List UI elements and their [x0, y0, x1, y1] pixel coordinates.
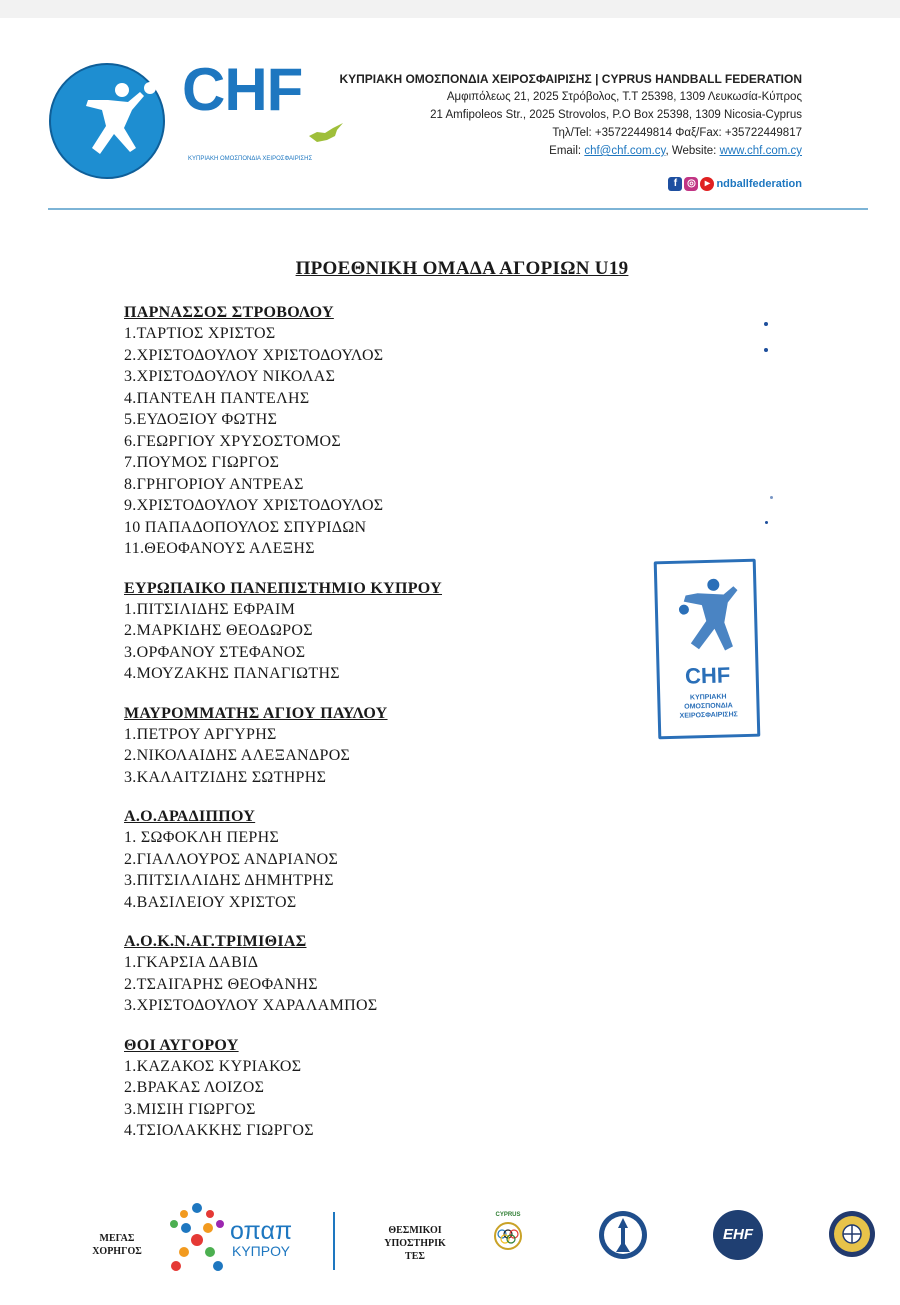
player-item: 1.ΚΑΖΑΚΟΣ ΚΥΡΙΑΚΟΣ	[124, 1057, 302, 1075]
player-item: 6.ΓΕΩΡΓΙΟΥ ΧΡΥΣΟΣΤΟΜΟΣ	[124, 432, 342, 450]
opap-brand	[230, 1218, 292, 1258]
sport-organization-emblem-icon	[598, 1210, 648, 1260]
player-item: 3.ΠΙΤΣΙΛΛΙΔΗΣ ΔΗΜΗΤΡΗΣ	[124, 872, 334, 889]
main-sponsor-label	[82, 1232, 152, 1258]
scan-mark	[770, 496, 773, 499]
supporters-label-3: ΤΕΣ	[405, 1251, 425, 1262]
opap-logo-icon	[166, 1202, 228, 1274]
player-item: 2.ΓΙΑΛΛΟΥΡΟΣ ΑΝΔΡΙΑΝΟΣ	[124, 850, 339, 868]
player-item: 5.ΕΥΔΟΞΙΟΥ ΦΩΤΗΣ	[124, 411, 278, 428]
team-name: ΘΟΙ ΑΥΓΟΡΟΥ	[124, 1036, 239, 1054]
ehf-logo	[713, 1210, 763, 1260]
player-item: 2.ΒΡΑΚΑΣ ΛΟΙΖΟΣ	[124, 1079, 265, 1096]
main-sponsor-label-2: ΧΟΡΗΓΟΣ	[92, 1246, 142, 1257]
cyprus-olympic-logo	[488, 1212, 528, 1258]
player-item: 1.ΠΙΤΣΙΛΙΔΗΣ ΕΦΡΑΙΜ	[124, 600, 296, 618]
stamp-subtitle	[660, 692, 757, 722]
player-item: 2.ΝΙΚΟΛΑΙΔΗΣ ΑΛΕΞΑΝΔΡΟΣ	[124, 747, 351, 764]
email-label: Email:	[549, 145, 582, 157]
team-name: Α.Ο.Κ.Ν.ΑΓ.ΤΡΙΜΙΘΙΑΣ	[124, 933, 307, 950]
player-item: 1.ΤΑΡΤΙΟΣ ΧΡΙΣΤΟΣ	[124, 325, 276, 342]
instagram-icon[interactable]: ◎	[684, 177, 698, 191]
player-item: 2.ΜΑΡΚΙΔΗΣ ΘΕΟΔΩΡΟΣ	[124, 622, 313, 639]
player-item: 8.ΓΡΗΓΟΡΙΟΥ ΑΝΤΡΕΑΣ	[124, 475, 304, 493]
scan-mark	[765, 521, 768, 524]
teams-list	[124, 303, 644, 1161]
chf-brand-subtitle: ΚΥΠΡΙΑΚΗ ΟΜΟΣΠΟΝΔΙΑ ΧΕΙΡΟΣΦΑΙΡΙΣΗΣ	[188, 156, 313, 162]
player-item: 7.ΠΟΥΜΟΣ ΓΙΩΡΓΟΣ	[124, 454, 280, 471]
website-link[interactable]: www.chf.com.cy	[719, 145, 802, 157]
stamp-line-1: ΚΥΠΡΙΑΚΗ	[689, 693, 727, 702]
player-item: 4.ΜΟΥΖΑΚΗΣ ΠΑΝΑΓΙΩΤΗΣ	[124, 665, 340, 682]
ehf-label: EHF	[723, 1226, 753, 1243]
player-item: 3.ΧΡΙΣΤΟΔΟΥΛΟΥ ΧΑΡΑΛΑΜΠΟΣ	[124, 997, 378, 1014]
team-name: ΕΥΡΩΠΑΙΚΟ ΠΑΝΕΠΙΣΤΗΜΙΟ ΚΥΠΡΟΥ	[124, 579, 442, 597]
player-item: 3.ΧΡΙΣΤΟΔΟΥΛΟΥ ΝΙΚΟΛΑΣ	[124, 368, 336, 385]
team-name: ΠΑΡΝΑΣΣΟΣ ΣΤΡΟΒΟΛΟΥ	[124, 304, 334, 321]
scan-mark	[764, 322, 768, 326]
stamp-brand: CHF	[684, 662, 731, 689]
federation-name: ΚΥΠΡΙΑΚΗ ΟΜΟΣΠΟΝΔΙΑ ΧΕΙΡΟΣΦΑΙΡΙΣΗΣ | CYPRUS HANDBALL FEDERATION	[339, 72, 802, 86]
address-english: 21 Amfipoleos Str., 2025 Strovolos, P.O Box 25398, 1309 Nicosia-Cyprus	[430, 109, 802, 121]
stamp-line-2: ΟΜΟΣΠΟΝΔΙΑ	[684, 702, 733, 711]
player-item: 4.ΠΑΝΤΕΛΗ ΠΑΝΤΕΛΗΣ	[124, 389, 310, 407]
federation-stamp	[654, 559, 761, 740]
federation-contact	[282, 70, 802, 160]
supporters-label-1: ΘΕΣΜΙΚΟΙ	[388, 1225, 442, 1236]
player-item: 9.ΧΡΙΣΤΟΔΟΥΛΟΥ ΧΡΙΣΤΟΔΟΥΛΟΣ	[124, 497, 384, 514]
team-section	[124, 932, 644, 1017]
player-item: 3.ΜΙΣΙΗ ΓΙΩΡΓΟΣ	[124, 1100, 256, 1118]
player-item: 10 ΠΑΠΑΔΟΠΟΥΛΟΣ ΣΠΥΡΙΔΩΝ	[124, 518, 367, 536]
player-item: 1. ΣΩΦΟΚΛΗ ΠΕΡΗΣ	[124, 829, 280, 846]
social-links	[668, 176, 802, 192]
website-label: , Website:	[665, 145, 717, 157]
player-item: 2.ΤΣΑΙΓΑΡΗΣ ΘΕΟΦΑΝΗΣ	[124, 975, 318, 993]
header-divider	[48, 208, 868, 210]
team-section	[124, 807, 644, 913]
player-item: 3.ΚΑΛΑΙΤΖΙΔΗΣ ΣΩΤΗΡΗΣ	[124, 768, 327, 786]
email-link[interactable]: chf@chf.com.cy	[584, 145, 666, 157]
player-item: 1.ΓΚΑΡΣΙΑ ΔΑΒΙΔ	[124, 954, 259, 971]
player-item: 4.ΒΑΣΙΛΕΙΟΥ ΧΡΙΣΤΟΣ	[124, 893, 297, 911]
phone-fax: Τηλ/Tel: +35722449814 Φαξ/Fax: +35722449817	[552, 127, 802, 139]
opap-brand-sub: ΚΥΠΡΟΥ	[232, 1243, 290, 1259]
olympic-rings-icon	[488, 1218, 528, 1254]
opap-brand-main: οπαπ	[230, 1217, 293, 1245]
stamp-handball-player-icon	[667, 572, 745, 660]
address-greek: Αμφιπόλεως 21, 2025 Στρόβολος, Τ.Τ 25398, 1309 Λευκωσία-Κύπρος	[446, 91, 802, 103]
chf-brand: CHF	[182, 56, 303, 123]
player-item: 4.ΤΣΙΟΛΑΚΚΗΣ ΓΙΩΡΓΟΣ	[124, 1122, 314, 1139]
player-item: 3.ΟΡΦΑΝΟΥ ΣΤΕΦΑΝΟΣ	[124, 643, 306, 661]
youtube-icon[interactable]: ▸	[700, 177, 714, 191]
player-item: 11.ΘΕΟΦΑΝΟΥΣ ΑΛΕΞΗΣ	[124, 540, 315, 557]
cyprus-label: CYPRUS	[495, 1212, 521, 1218]
sponsor-divider	[333, 1212, 335, 1270]
player-item: 2.ΧΡΙΣΤΟΔΟΥΛΟΥ ΧΡΙΣΤΟΔΟΥΛΟΣ	[124, 346, 384, 364]
team-section	[124, 704, 644, 789]
scan-mark	[764, 348, 768, 352]
supporters-label-2: ΥΠΟΣΤΗΡΙΚ	[384, 1238, 446, 1249]
email-website-line	[282, 142, 802, 160]
page-title: ΠΡΟΕΘΝΙΚΗ ΟΜΑΔΑ ΑΓΟΡΙΩΝ U19	[295, 258, 629, 279]
facebook-icon[interactable]: f	[668, 177, 682, 191]
player-item: 1.ΠΕΤΡΟΥ ΑΡΓΥΡΗΣ	[124, 725, 277, 743]
institutional-supporters-label	[372, 1224, 458, 1263]
team-section	[124, 1036, 644, 1142]
team-name: Α.Ο.ΑΡΑΔΙΠΠΟΥ	[124, 808, 256, 825]
team-name: ΜΑΥΡΟΜΜΑΤΗΣ ΑΓΙΟΥ ΠΑΥΛΟΥ	[124, 704, 388, 722]
ihf-handball-emblem-icon	[828, 1210, 876, 1258]
main-sponsor-label-1: ΜΕΓΑΣ	[99, 1233, 135, 1244]
stamp-line-3: ΧΕΙΡΟΣΦΑΙΡΙΣΗΣ	[679, 711, 738, 720]
social-handle: ndballfederation	[716, 178, 802, 190]
handball-player-logo-icon	[48, 62, 166, 180]
team-section	[124, 303, 644, 560]
team-section	[124, 579, 644, 685]
